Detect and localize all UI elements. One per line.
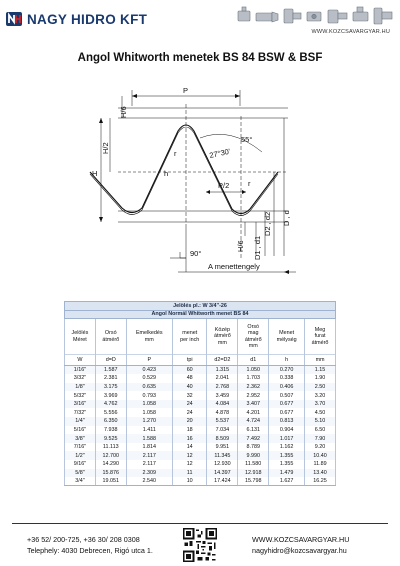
- label-axis: A menettengely: [208, 262, 260, 271]
- table-row: [65, 451, 336, 460]
- footer-address: Telephely: 4030 Debrecen, Rigó utca 1.: [27, 546, 153, 555]
- brand-name: NAGY HIDRO KFT: [27, 11, 148, 27]
- table-row: [65, 477, 336, 486]
- thread-table: [64, 301, 336, 486]
- table-cell: 2.362: [238, 383, 269, 392]
- table-cell: 15.876: [95, 469, 126, 478]
- label-r-bottom: r: [248, 179, 251, 188]
- table-cell: 16: [172, 434, 207, 443]
- table-cell: 3.969: [95, 391, 126, 400]
- table-cell: 9.20: [305, 443, 336, 452]
- table-cell: 6.131: [238, 426, 269, 435]
- table-cell: 12.700: [95, 451, 126, 460]
- label-r-top: r: [174, 149, 177, 158]
- table-cell: 0.635: [126, 383, 172, 392]
- table-cell: 0.423: [126, 366, 172, 375]
- table-row: [65, 434, 336, 443]
- column-symbol: W: [65, 355, 96, 366]
- table-cell: 3/4": [65, 477, 96, 486]
- table-cell: 7.938: [95, 426, 126, 435]
- table-cell: 18: [172, 426, 207, 435]
- table-cell: 17.424: [207, 477, 238, 486]
- table-cell: 2.117: [126, 451, 172, 460]
- label-Dd: D , d: [282, 210, 291, 226]
- table-cell: 1/16": [65, 366, 96, 375]
- table-row: [65, 469, 336, 478]
- page-title: Angol Whitworth menetek BS 84 BSW & BSF: [77, 52, 323, 64]
- table-row: [65, 374, 336, 383]
- table-cell: 3.70: [305, 400, 336, 409]
- table-cell: 1.017: [269, 434, 305, 443]
- table-cell: 2.952: [238, 391, 269, 400]
- table-cell: 10.40: [305, 451, 336, 460]
- label-P2: P/2: [218, 181, 230, 190]
- table-cell: 32: [172, 391, 207, 400]
- table-cell: 1/4": [65, 417, 96, 426]
- table-row: [65, 417, 336, 426]
- label-angle-55: 55°: [241, 135, 253, 144]
- table-row: [65, 366, 336, 375]
- table-cell: 1/8": [65, 383, 96, 392]
- table-cell: 1/2": [65, 451, 96, 460]
- column-header: Közép átmérő mm: [207, 319, 238, 355]
- table-cell: 15.798: [238, 477, 269, 486]
- table-cell: 7.90: [305, 434, 336, 443]
- table-cell: 24: [172, 400, 207, 409]
- thread-profile-drawing: [60, 76, 340, 280]
- table-cell: 0.677: [269, 400, 305, 409]
- table-cell: 0.904: [269, 426, 305, 435]
- table-cell: 0.406: [269, 383, 305, 392]
- column-header: Meg furat átmérő: [305, 319, 336, 355]
- column-symbol: d=D: [95, 355, 126, 366]
- label-angle-90: 90°: [190, 249, 202, 258]
- table-cell: 1.479: [269, 469, 305, 478]
- table-cell: 5.537: [207, 417, 238, 426]
- table-cell: 7/16": [65, 443, 96, 452]
- table-caption-example: Jelölés pl.: W 3/4"-26: [65, 302, 336, 311]
- table-cell: 10: [172, 477, 207, 486]
- table-cell: 5/16": [65, 426, 96, 435]
- label-H6-bottom: H/6: [236, 240, 245, 252]
- table-cell: 0.793: [126, 391, 172, 400]
- table-cell: 2.041: [207, 374, 238, 383]
- table-cell: 1.587: [95, 366, 126, 375]
- table-cell: 3.459: [207, 391, 238, 400]
- table-cell: 4.724: [238, 417, 269, 426]
- table-cell: 0.338: [269, 374, 305, 383]
- logo-mark-icon: [6, 10, 24, 28]
- fittings-product-image: [236, 4, 394, 28]
- footer-divider: [12, 523, 388, 524]
- table-cell: 2.309: [126, 469, 172, 478]
- table-cell: 1.703: [238, 374, 269, 383]
- table-cell: 0.813: [269, 417, 305, 426]
- table-row: [65, 391, 336, 400]
- table-cell: 60: [172, 366, 207, 375]
- table-cell: 14.290: [95, 460, 126, 469]
- table-cell: 1.627: [269, 477, 305, 486]
- table-cell: 1.270: [126, 417, 172, 426]
- table-cell: 1.162: [269, 443, 305, 452]
- table-cell: 11.89: [305, 460, 336, 469]
- table-cell: 3/16": [65, 400, 96, 409]
- label-H2: H/2: [101, 142, 110, 154]
- table-cell: 11.580: [238, 460, 269, 469]
- label-angle-27: 27°30': [208, 146, 232, 160]
- column-symbol: P: [126, 355, 172, 366]
- table-cell: 0.507: [269, 391, 305, 400]
- column-symbol: d2=D2: [207, 355, 238, 366]
- table-cell: 4.878: [207, 408, 238, 417]
- table-cell: 12: [172, 451, 207, 460]
- table-cell: 4.201: [238, 408, 269, 417]
- table-cell: 2.381: [95, 374, 126, 383]
- label-H: H: [92, 169, 98, 178]
- label-H6-top: H/6: [119, 106, 128, 118]
- table-cell: 9.951: [207, 443, 238, 452]
- table-cell: 3/8": [65, 434, 96, 443]
- column-header: menet per inch: [172, 319, 207, 355]
- table-cell: 12.918: [238, 469, 269, 478]
- table-row: [65, 426, 336, 435]
- table-cell: 1.15: [305, 366, 336, 375]
- table-cell: 2.117: [126, 460, 172, 469]
- table-cell: 11.113: [95, 443, 126, 452]
- column-symbol: h: [269, 355, 305, 366]
- table-cell: 3.175: [95, 383, 126, 392]
- table-cell: 1.058: [126, 408, 172, 417]
- table-cell: 2.540: [126, 477, 172, 486]
- table-cell: 3.407: [238, 400, 269, 409]
- table-cell: 13.40: [305, 469, 336, 478]
- table-cell: 5/32": [65, 391, 96, 400]
- table-cell: 3/32": [65, 374, 96, 383]
- table-row: [65, 460, 336, 469]
- table-cell: 1.588: [126, 434, 172, 443]
- table-cell: 8.789: [238, 443, 269, 452]
- table-cell: 12.930: [207, 460, 238, 469]
- table-cell: 0.529: [126, 374, 172, 383]
- table-cell: 1.050: [238, 366, 269, 375]
- company-logo: [6, 8, 147, 30]
- table-cell: 7/32": [65, 408, 96, 417]
- label-D1d1: D1 , d1: [253, 235, 262, 260]
- table-row: [65, 383, 336, 392]
- table-cell: 4.762: [95, 400, 126, 409]
- table-cell: 9.525: [95, 434, 126, 443]
- table-cell: 2.50: [305, 383, 336, 392]
- column-header: Orsó átmérő: [95, 319, 126, 355]
- table-cell: 9.990: [238, 451, 269, 460]
- column-header: Emelkedés mm: [126, 319, 172, 355]
- table-cell: 48: [172, 374, 207, 383]
- footer-email-link[interactable]: nagyhidro@kozcsavargyar.hu: [252, 546, 347, 555]
- table-cell: 5.10: [305, 417, 336, 426]
- table-cell: 7.492: [238, 434, 269, 443]
- table-cell: 6.350: [95, 417, 126, 426]
- table-cell: 12: [172, 460, 207, 469]
- footer-phone: +36 52/ 200-725, +36 30/ 208 0308: [27, 535, 140, 544]
- qr-code-icon: [183, 528, 217, 562]
- column-header: Orsó mag átmérő mm: [238, 319, 269, 355]
- table-cell: 3.20: [305, 391, 336, 400]
- table-cell: 1.355: [269, 451, 305, 460]
- table-cell: 16.25: [305, 477, 336, 486]
- table-cell: 11: [172, 469, 207, 478]
- column-header: Jelölés Méret: [65, 319, 96, 355]
- column-symbol: mm: [305, 355, 336, 366]
- table-cell: 4.084: [207, 400, 238, 409]
- footer-website-link[interactable]: WWW.KOZCSAVARGYAR.HU: [252, 535, 350, 544]
- table-row: [65, 400, 336, 409]
- table-cell: 40: [172, 383, 207, 392]
- table-cell: 11.345: [207, 451, 238, 460]
- table-cell: 1.058: [126, 400, 172, 409]
- table-cell: 0.677: [269, 408, 305, 417]
- table-cell: 20: [172, 417, 207, 426]
- table-cell: 5/8": [65, 469, 96, 478]
- footer-web: [252, 534, 349, 556]
- table-cell: 0.270: [269, 366, 305, 375]
- header-website: WWW.KOZCSAVARGYAR.HU: [311, 29, 390, 35]
- table-cell: 1.814: [126, 443, 172, 452]
- table-row: [65, 443, 336, 452]
- table-cell: 14.397: [207, 469, 238, 478]
- table-cell: 8.509: [207, 434, 238, 443]
- table-cell: 2.768: [207, 383, 238, 392]
- table-cell: 1.90: [305, 374, 336, 383]
- table-cell: 24: [172, 408, 207, 417]
- table-cell: 1.355: [269, 460, 305, 469]
- table-cell: 6.50: [305, 426, 336, 435]
- page-header: [0, 0, 400, 40]
- table-cell: 14: [172, 443, 207, 452]
- table-row: [65, 408, 336, 417]
- table-cell: 1.411: [126, 426, 172, 435]
- label-h: h: [164, 169, 169, 178]
- column-symbol: tpi: [172, 355, 207, 366]
- table-cell: 5.556: [95, 408, 126, 417]
- column-symbol: d1: [238, 355, 269, 366]
- table-cell: 4.50: [305, 408, 336, 417]
- table-cell: 9/16": [65, 460, 96, 469]
- table-cell: 19.051: [95, 477, 126, 486]
- column-header: Menet mélység: [269, 319, 305, 355]
- label-D2d2: D2 , d2: [263, 211, 272, 236]
- table-cell: 7.034: [207, 426, 238, 435]
- table-caption-standard: Angol Normál Whitworth menet BS 84: [65, 310, 336, 319]
- table-cell: 1.315: [207, 366, 238, 375]
- footer-contact: [27, 534, 153, 556]
- label-P-top: P: [183, 86, 189, 95]
